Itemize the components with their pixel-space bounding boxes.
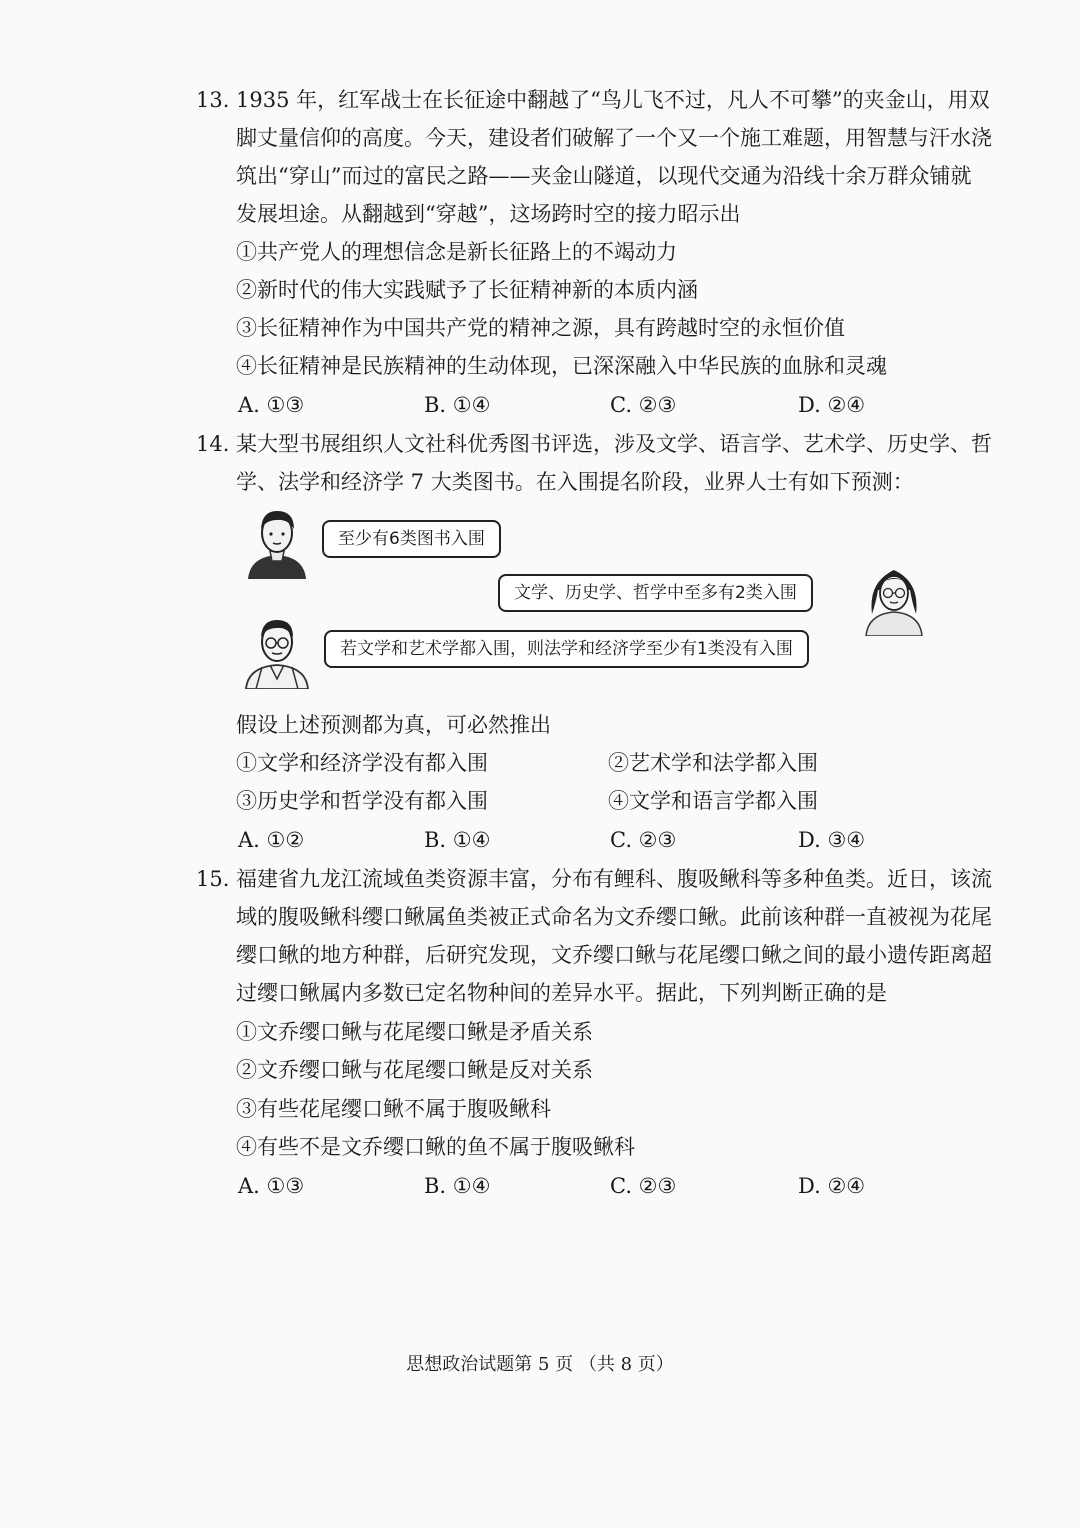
question-15-line: 缨口鳅的地方种群，后研究发现，文乔缨口鳅与花尾缨口鳅之间的最小遗传距离超 bbox=[236, 943, 992, 967]
question-14-line: 某大型书展组织人文社科优秀图书评选，涉及文学、语言学、艺术学、历史学、哲 bbox=[236, 432, 992, 456]
speech-bubble-3: 若文学和艺术学都入围，则法学和经济学至少有1类没有入围 bbox=[324, 630, 809, 668]
question-14-option: ①文学和经济学没有都入围 bbox=[236, 751, 488, 775]
question-15-option: ④有些不是文乔缨口鳅的鱼不属于腹吸鳅科 bbox=[236, 1135, 635, 1159]
question-14-line: 学、法学和经济学 7 大类图书。在入围提名阶段，业界人士有如下预测： bbox=[236, 470, 914, 494]
question-14-choice-d: D. ③④ bbox=[798, 828, 866, 852]
question-13-choice-d: D. ②④ bbox=[798, 393, 866, 417]
question-13-line: 筑出“穿山”而过的富民之路——夹金山隧道，以现代交通为沿线十余万群众铺就 bbox=[236, 164, 972, 188]
question-14-choice-b: B. ①④ bbox=[424, 828, 491, 852]
question-14-option: ③历史学和哲学没有都入围 bbox=[236, 789, 488, 813]
question-13-option: ④长征精神是民族精神的生动体现，已深深融入中华民族的血脉和灵魂 bbox=[236, 354, 887, 378]
question-15-option: ①文乔缨口鳅与花尾缨口鳅是矛盾关系 bbox=[236, 1020, 593, 1044]
question-14-prompt: 假设上述预测都为真，可必然推出 bbox=[236, 713, 551, 737]
question-13-option: ①共产党人的理想信念是新长征路上的不竭动力 bbox=[236, 240, 677, 264]
glasses-man-avatar-icon bbox=[242, 615, 312, 689]
question-15-line: 域的腹吸鳅科缨口鳅属鱼类被正式命名为文乔缨口鳅。此前该种群一直被视为花尾 bbox=[236, 905, 992, 929]
question-14-option: ②艺术学和法学都入围 bbox=[608, 751, 818, 775]
question-15-choice-a: A. ①③ bbox=[238, 1174, 305, 1198]
question-14-number: 14. bbox=[196, 432, 230, 456]
page-footer: 思想政治试题第 5 页 （共 8 页） bbox=[406, 1354, 674, 1375]
question-15-choice-d: D. ②④ bbox=[798, 1174, 866, 1198]
question-15-choice-c: C. ②③ bbox=[610, 1174, 677, 1198]
question-13-line: 脚丈量信仰的高度。今天，建设者们破解了一个又一个施工难题，用智慧与汗水浇 bbox=[236, 126, 992, 150]
speech-bubble-2: 文学、历史学、哲学中至多有2类入围 bbox=[498, 574, 813, 612]
question-13-choice-a: A. ①③ bbox=[238, 393, 305, 417]
question-13-line: 1935 年，红军战士在长征途中翻越了“鸟儿飞不过，凡人不可攀”的夹金山，用双 bbox=[236, 88, 990, 112]
question-13-choice-b: B. ①④ bbox=[424, 393, 491, 417]
question-13-line: 发展坦途。从翻越到“穿越”，这场跨时空的接力昭示出 bbox=[236, 202, 741, 226]
question-13-option: ③长征精神作为中国共产党的精神之源，具有跨越时空的永恒价值 bbox=[236, 316, 845, 340]
question-14-choice-c: C. ②③ bbox=[610, 828, 677, 852]
question-15-option: ③有些花尾缨口鳅不属于腹吸鳅科 bbox=[236, 1097, 551, 1121]
question-14-choice-a: A. ①② bbox=[238, 828, 305, 852]
question-13-option: ②新时代的伟大实践赋予了长征精神新的本质内涵 bbox=[236, 278, 698, 302]
speech-bubble-1: 至少有6类图书入围 bbox=[322, 520, 501, 558]
question-15-line: 过缨口鳅属内多数已定名物种间的差异水平。据此，下列判断正确的是 bbox=[236, 981, 887, 1005]
question-15-line: 福建省九龙江流域鱼类资源丰富，分布有鲤科、腹吸鳅科等多种鱼类。近日，该流 bbox=[236, 867, 992, 891]
question-15-number: 15. bbox=[196, 867, 230, 891]
question-13-choice-c: C. ②③ bbox=[610, 393, 677, 417]
question-13-number: 13. bbox=[196, 88, 230, 112]
question-15-choice-b: B. ①④ bbox=[424, 1174, 491, 1198]
question-15-option: ②文乔缨口鳅与花尾缨口鳅是反对关系 bbox=[236, 1058, 593, 1082]
woman-avatar-icon bbox=[858, 562, 930, 636]
question-14-option: ④文学和语言学都入围 bbox=[608, 789, 818, 813]
man-avatar-icon bbox=[244, 505, 310, 579]
